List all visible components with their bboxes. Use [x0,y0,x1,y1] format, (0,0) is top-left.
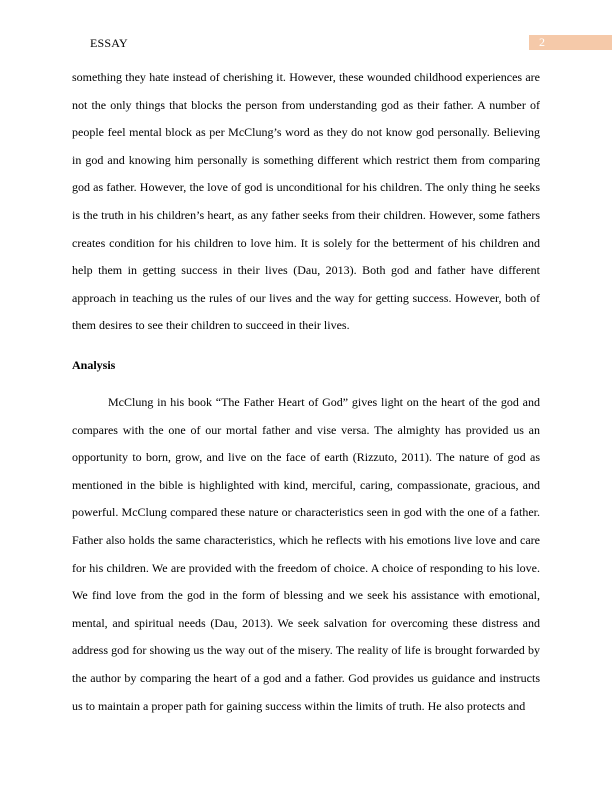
body-paragraph-1: something they hate instead of cherishing it. However, these wounded childhood experiences are not the only things that blocks the person from understanding god as their father. A number of people feel mental block as per McClung’s word as they do not know god personally. Believing in god and knowing him personally is something different which restrict them from comparing god as father. However, the love of god is unconditional for his children. The only thing he seeks is the truth in his children’s heart, as any father seeks from their children. However, some fathers creates condition for his children to love him. It is solely for the betterment of his children and help them in getting success in their lives (Dau, 2013). Both god and father have different approach in teaching us the rules of our lives and the way for getting success. However, both of them desires to see their children to succeed in their lives. [72,70,540,333]
body-paragraph-2: McClung in his book “The Father Heart of God” gives light on the heart of the god and compares with the one of our mortal father and vise versa. The almighty has provided us an opportunity to born, grow, and live on the face of earth (Rizzuto, 2011). The nature of god as mentioned in the bible is highlighted with kind, merciful, caring, compassionate, gracious, and powerful. McClung compared these nature or characteristics seen in god with the one of a father. Father also holds the same characteristics, which he reflects with his emotions live love and care for his children. We are provided with the freedom of choice. A choice of responding to his love. We find love from the god in the form of blessing and we seek his assistance with emotional, mental, and spiritual needs (Dau, 2013). We seek salvation for overcoming these distress and address god for showing us the way out of the misery. The reality of life is brought forwarded by the author by comparing the heart of a god and a father. God provides us guidance and instructs us to maintain a proper path for gaining success within the limits of truth. He also protects and [72,395,540,713]
page-number-badge [529,35,612,50]
running-header-title: ESSAY [90,36,128,50]
section-heading-analysis: Analysis [72,358,116,372]
page-number: 2 [539,35,545,49]
